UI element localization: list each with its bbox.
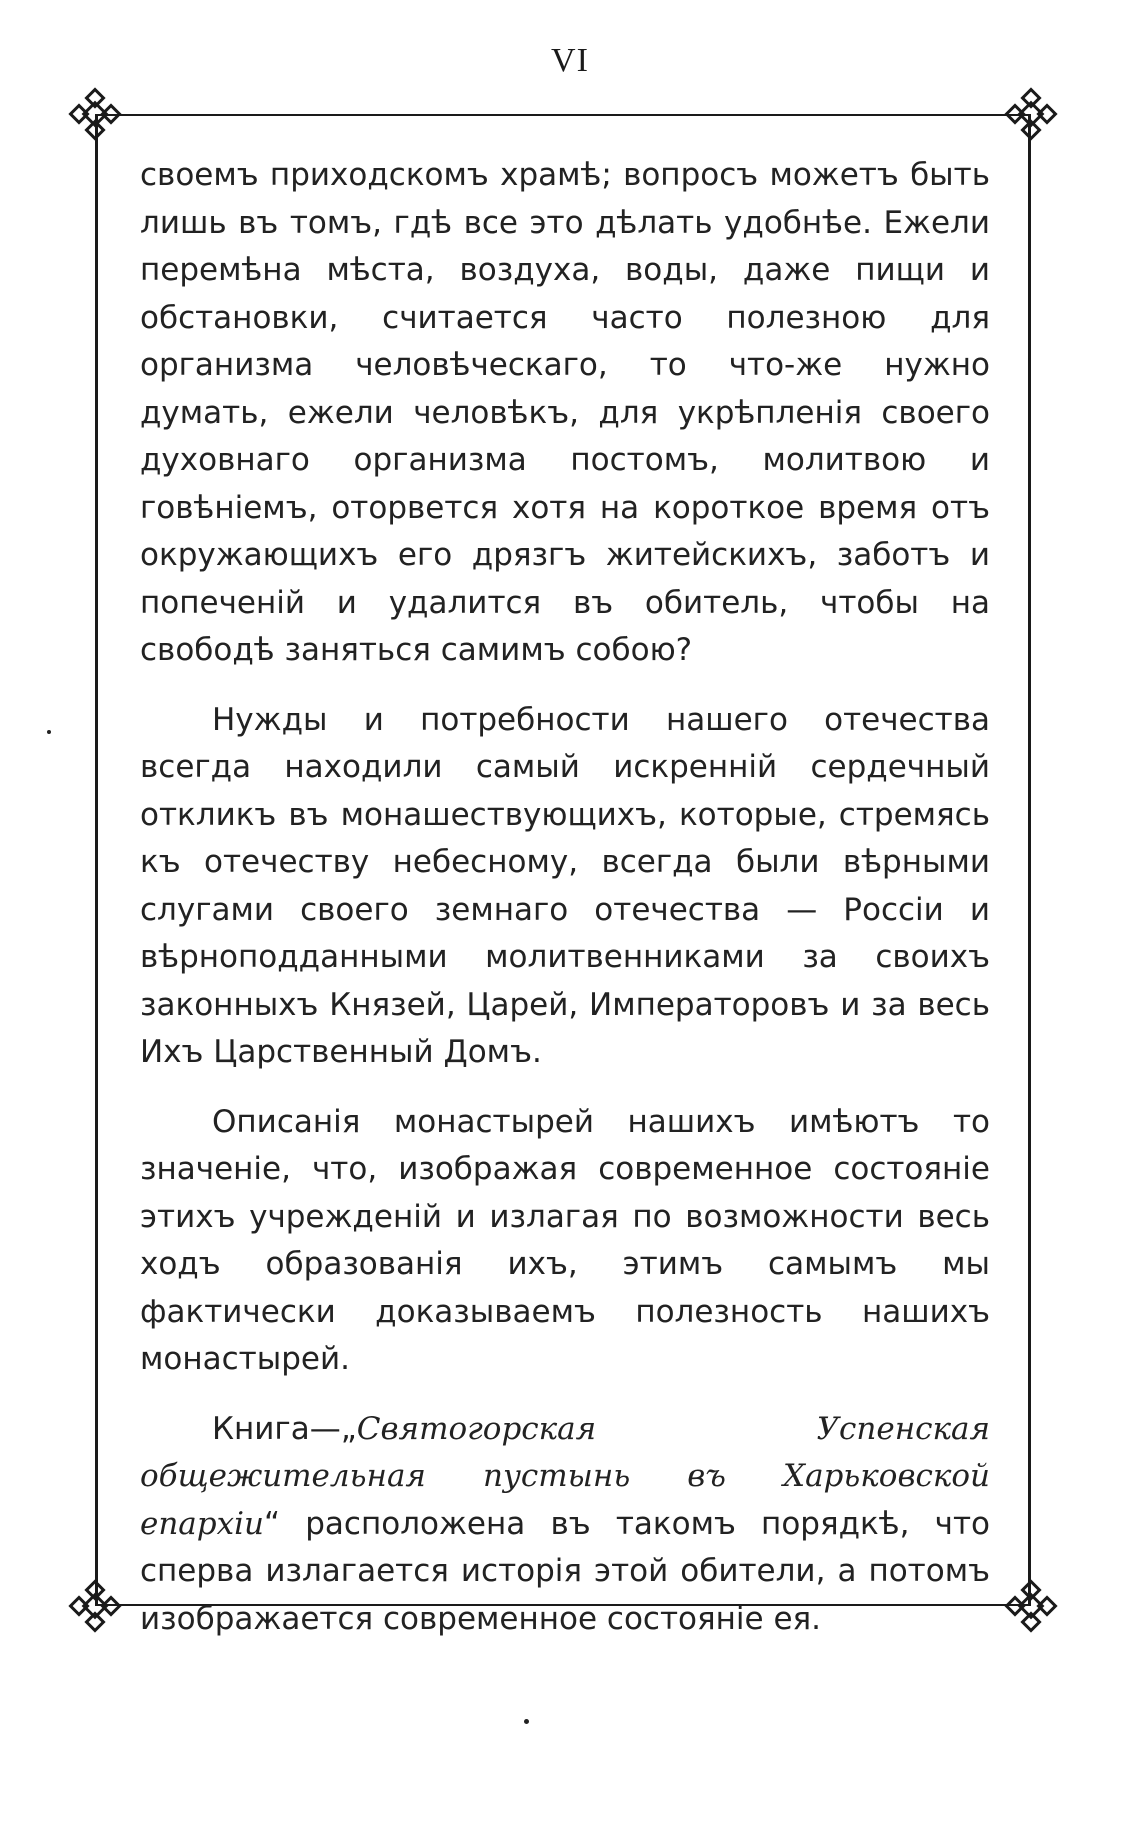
corner-knot-ornament-icon	[63, 82, 127, 146]
paragraph-4-tail: “ расположена въ такомъ порядкѣ, что сперва излагается исторія этой обители, а потомъ изображается современное состояніе ея.	[140, 1505, 990, 1637]
page-number: VI	[551, 42, 589, 79]
ink-speck	[47, 730, 51, 734]
book-title: Святогорская Успенская общежительная пустынь въ Харьковской епархіи	[140, 1410, 990, 1542]
corner-knot-ornament-icon	[999, 1574, 1063, 1638]
corner-knot-ornament-icon	[63, 1574, 127, 1638]
ink-speck	[524, 1719, 529, 1724]
corner-knot-ornament-icon	[999, 82, 1063, 146]
paragraph-4-lead: Книга—„	[212, 1410, 357, 1447]
paragraph-2: Нужды и потребности нашего отечества всегда находили самый искренній сердечный откликъ въ монашествующихъ, которые, стремясь къ отечеству небесному, всегда были вѣрными слугами своего земнаго отечества — Россіи и вѣрноподданными молитвенниками за своихъ законныхъ Князей, Царей, Императоровъ и за весь Ихъ Царственный Домъ.	[140, 701, 990, 1070]
body-text	[140, 152, 990, 1665]
paragraph-1: своемъ приходскомъ храмѣ; вопросъ можетъ быть лишь въ томъ, гдѣ все это дѣлать удобнѣе. Ежели перемѣна мѣста, воздуха, воды, даже пищи и обстановки, считается часто полезною для организма человѣческаго, то что-же нужно думать, ежели человѣкъ, для укрѣпленія своего духовнаго организма постомъ, молитвою и говѣніемъ, оторвется хотя на короткое время отъ окружающихъ его дрязгъ житейскихъ, заботъ и попеченій и удалится въ обитель, чтобы на свободѣ заняться самимъ собою?	[140, 157, 990, 668]
paragraph-4	[140, 1406, 990, 1644]
paragraph-3: Описанія монастырей нашихъ имѣютъ то значеніе, что, изображая современное состояніе этихъ учрежденій и излагая по возможности весь ходъ образованія ихъ, этимъ самымъ мы фактически доказываемъ полезность нашихъ монастырей.	[140, 1103, 990, 1377]
